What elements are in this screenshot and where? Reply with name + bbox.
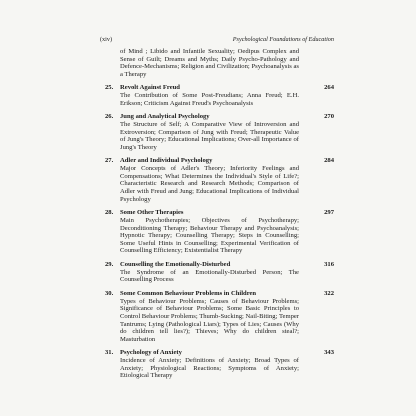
page-header [100, 35, 334, 45]
chapter-topics: Main Psychotherapies; Objectives of Psychotherapy; Deconditioning Therapy; Behaviour Therapy and Psychoanalysis; Hypnotic Therapy; Counselling Therapy; Steps in Counselling; Some Useful Hints in Counselling; Experimental Verification of Counselling Efficiency; Existentialist Therapy [120, 217, 299, 255]
chapter-page: 316 [324, 260, 334, 268]
toc-entry [105, 84, 334, 107]
chapter-title: Counselling the Emotionally-Disturbed [120, 260, 231, 268]
toc-entry [105, 209, 334, 255]
chapter-number: 25. [105, 83, 114, 91]
toc-entry [105, 261, 334, 284]
chapter-topics: Incidence of Anxiety; Definitions of Anxiety; Broad Types of Anxiety; Physiological Reactions; Symptoms of Anxiety; Etiological Therapy [120, 357, 299, 380]
chapter-title: Some Common Behaviour Problems in Children [120, 289, 257, 297]
chapter-title: Jung and Analytical Psychology [120, 112, 210, 120]
chapter-title: Some Other Therapies [120, 208, 184, 216]
chapter-title: Adler and Individual Psychology [120, 157, 213, 165]
chapter-number: 31. [105, 348, 114, 356]
chapter-page: 284 [324, 157, 334, 165]
chapter-page: 264 [324, 83, 334, 91]
toc-entry [105, 113, 334, 152]
chapter-page: 343 [324, 348, 334, 356]
chapter-number: 29. [105, 260, 114, 268]
running-title: Psychological Foundations of Education [232, 36, 334, 43]
chapter-topics: Types of Behaviour Problems; Causes of Behaviour Problems; Significance of Behaviour Problems; Some Basic Principles to Control Behaviour Problems; Thumb-Sucking; Nail-Biting; Temper Tantrums; Lying (Pathological Liars); Types of Lies; Causes (Why do children tell lies?); Thieves; Why do children steal?; Masturbation [120, 297, 299, 343]
toc-entry [105, 157, 334, 203]
toc-entry [105, 290, 334, 344]
chapter-page: 297 [324, 208, 334, 216]
chapter-number: 26. [105, 112, 114, 120]
chapter-topics: The Syndrome of an Emotionally-Disturbed Person; The Counselling Process [120, 268, 299, 284]
chapter-number: 28. [105, 208, 114, 216]
chapter-topics: The Contribution of Some Post-Freudians; Anna Freud; E.H. Erikson; Criticism Against Freud's Psychoanalysis [120, 92, 299, 107]
chapter-number: 30. [105, 289, 114, 297]
chapter-title: Revolt Against Freud [120, 83, 180, 91]
toc-entry [105, 349, 334, 380]
page-number-roman: (xiv) [100, 36, 113, 43]
chapter-topics: The Structure of Self; A Comparative View of Introversion and Extroversion; Comparison of Jung with Freud; Therapeutic Value of Jung's Theory; Educational Implications; Over-all Importance of Jung's Theory [120, 121, 299, 151]
chapter-topics: Major Concepts of Adler's Theory; Inferiority Feelings and Compensations; What Determines the Individual's Style of Life?; Characteristic Research and Research Methods; Comparison of Adler with Freud and Jung; Educational Implications of Individual Psychology [120, 165, 299, 203]
chapter-title: Psychology of Anxiety [120, 348, 182, 356]
continued-entry-text: of Mind ; Libido and Infantile Sexuality; Oedipus Complex and Sense of Guilt; Dreams and Myths; Daily Psycho-Pathology and Defence-Mechanisms; Religion and Civilization; Psychoanalysis as a Therapy [120, 48, 299, 78]
chapter-page: 270 [324, 112, 334, 120]
chapter-number: 27. [105, 157, 114, 165]
table-of-contents [105, 48, 334, 380]
chapter-page: 322 [324, 289, 334, 297]
